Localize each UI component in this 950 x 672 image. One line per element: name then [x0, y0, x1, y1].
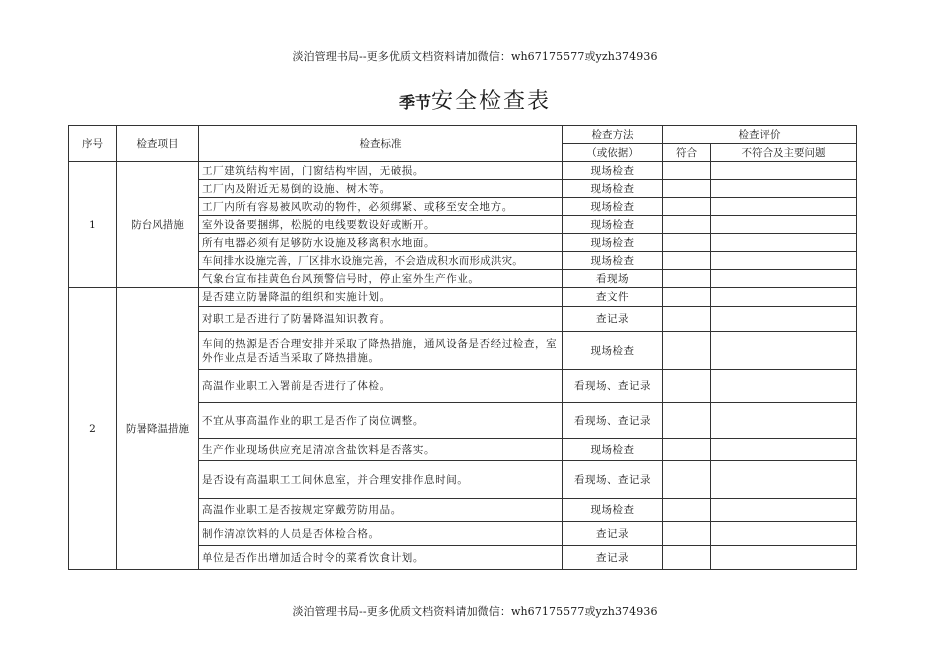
group-item: 防台风措施	[117, 162, 199, 288]
check-standard: 是否建立防暑降温的组织和实施计划。	[199, 288, 563, 307]
check-method: 看现场、查记录	[563, 403, 663, 439]
pass-cell	[663, 198, 711, 216]
pass-cell	[663, 270, 711, 288]
table-body	[69, 162, 857, 570]
check-method: 看现场、查记录	[563, 461, 663, 499]
check-standard: 工厂内及附近无易倒的设施、树木等。	[199, 180, 563, 198]
check-method: 现场检查	[563, 439, 663, 461]
col-header-item: 检查项目	[117, 126, 199, 162]
col-header-standard: 检查标准	[199, 126, 563, 162]
check-standard: 气象台宣布挂黄色台风预警信号时，停止室外生产作业。	[199, 270, 563, 288]
fail-cell	[711, 180, 857, 198]
check-method: 现场检查	[563, 198, 663, 216]
pass-cell	[663, 307, 711, 332]
fail-cell	[711, 234, 857, 252]
group-seq: 2	[69, 288, 117, 570]
fail-cell	[711, 499, 857, 522]
table-row	[69, 288, 857, 307]
check-method: 现场检查	[563, 180, 663, 198]
check-standard: 单位是否作出增加适合时令的菜肴饮食计划。	[199, 546, 563, 570]
fail-cell	[711, 439, 857, 461]
col-header-method-basis: （或依据）	[563, 144, 663, 162]
check-method: 现场检查	[563, 332, 663, 370]
page-footer-note: 淡泊管理书局--更多优质文档资料请加微信：wh67175577或yzh374936	[292, 605, 658, 618]
fail-cell	[711, 307, 857, 332]
pass-cell	[663, 499, 711, 522]
page-header-note: 淡泊管理书局--更多优质文档资料请加微信：wh67175577或yzh374936	[292, 50, 658, 63]
pass-cell	[663, 288, 711, 307]
check-standard: 高温作业职工入署前是否进行了体检。	[199, 370, 563, 403]
col-header-evaluation: 检查评价	[663, 126, 857, 144]
col-header-pass: 符合	[663, 144, 711, 162]
pass-cell	[663, 439, 711, 461]
title-season: 季节	[398, 93, 431, 112]
check-standard: 对职工是否进行了防暑降温知识教育。	[199, 307, 563, 332]
pass-cell	[663, 546, 711, 570]
check-method: 查文件	[563, 288, 663, 307]
check-method: 现场检查	[563, 234, 663, 252]
fail-cell	[711, 270, 857, 288]
col-header-method	[563, 126, 663, 144]
fail-cell	[711, 546, 857, 570]
fail-cell	[711, 162, 857, 180]
check-standard: 高温作业职工是否按规定穿戴劳防用品。	[199, 499, 563, 522]
inspection-table	[68, 125, 857, 570]
fail-cell	[711, 403, 857, 439]
check-standard: 车间排水设施完善，厂区排水设施完善，不会造成积水而形成洪灾。	[199, 252, 563, 270]
col-header-seq: 序号	[69, 126, 117, 162]
col-header-fail: 不符合及主要问题	[711, 144, 857, 162]
check-standard: 工厂内所有容易被风吹动的物件，必须绑紧、或移至安全地方。	[199, 198, 563, 216]
fail-cell	[711, 288, 857, 307]
check-method: 看现场、查记录	[563, 370, 663, 403]
check-standard: 生产作业现场供应充足清凉含盐饮料是否落实。	[199, 439, 563, 461]
table-row	[69, 162, 857, 180]
pass-cell	[663, 461, 711, 499]
check-standard: 工厂建筑结构牢固，门窗结构牢固，无破损。	[199, 162, 563, 180]
check-method: 查记录	[563, 546, 663, 570]
check-method: 现场检查	[563, 499, 663, 522]
fail-cell	[711, 370, 857, 403]
pass-cell	[663, 522, 711, 546]
fail-cell	[711, 252, 857, 270]
check-method: 看现场	[563, 270, 663, 288]
pass-cell	[663, 370, 711, 403]
pass-cell	[663, 216, 711, 234]
col-header-method-line1: 检查方法	[591, 128, 634, 141]
page-title	[0, 84, 950, 115]
title-main: 安全检查表	[431, 89, 552, 114]
check-standard: 车间的热源是否合理安排并采取了降热措施，通风设备是否经过检查，室外作业点是否适当采取了降热措施。	[199, 332, 563, 370]
check-standard: 不宜从事高温作业的职工是否作了岗位调整。	[199, 403, 563, 439]
fail-cell	[711, 216, 857, 234]
check-method: 现场检查	[563, 252, 663, 270]
fail-cell	[711, 522, 857, 546]
pass-cell	[663, 180, 711, 198]
check-method: 现场检查	[563, 216, 663, 234]
check-standard: 室外设备要捆绑，松脱的电线要数设好或断开。	[199, 216, 563, 234]
pass-cell	[663, 332, 711, 370]
fail-cell	[711, 461, 857, 499]
check-standard: 所有电器必须有足够防水设施及移离积水地面。	[199, 234, 563, 252]
group-seq: 1	[69, 162, 117, 288]
pass-cell	[663, 162, 711, 180]
check-standard: 是否设有高温职工工间休息室，并合理安排作息时间。	[199, 461, 563, 499]
check-standard: 制作清凉饮料的人员是否体检合格。	[199, 522, 563, 546]
pass-cell	[663, 252, 711, 270]
fail-cell	[711, 332, 857, 370]
fail-cell	[711, 198, 857, 216]
check-method: 查记录	[563, 307, 663, 332]
group-item: 防暑降温措施	[117, 288, 199, 570]
check-method: 查记录	[563, 522, 663, 546]
pass-cell	[663, 403, 711, 439]
pass-cell	[663, 234, 711, 252]
check-method: 现场检查	[563, 162, 663, 180]
